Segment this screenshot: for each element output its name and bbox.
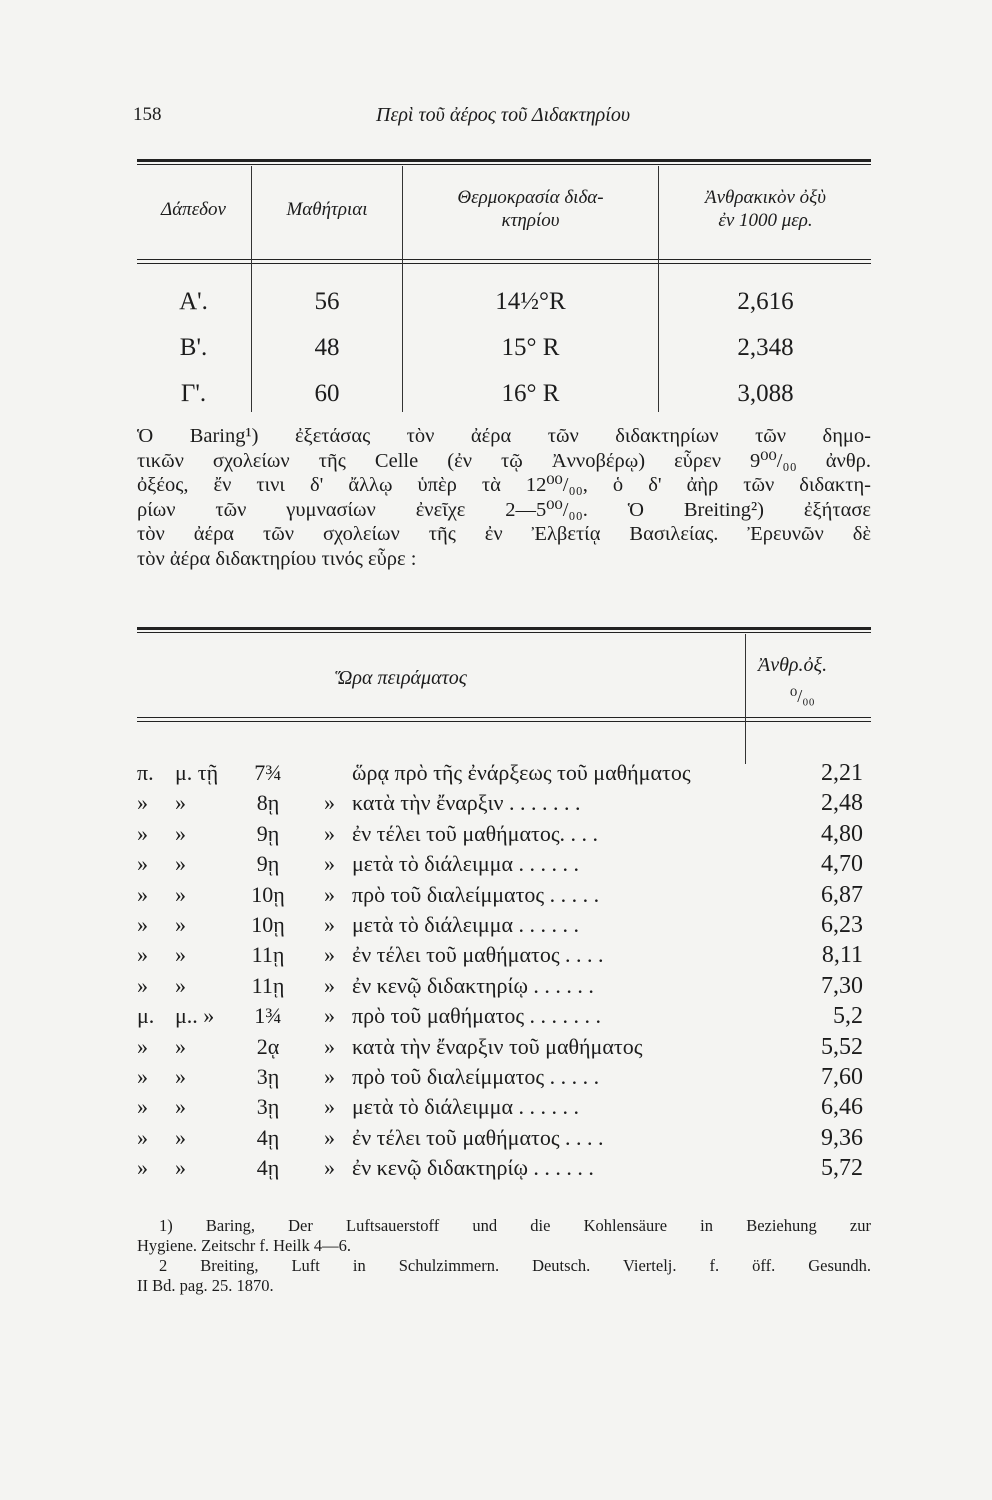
table-row	[137, 912, 871, 942]
floor-cell: Γ'.	[180, 380, 207, 407]
row-prefix: »	[137, 1155, 148, 1181]
description-cell: πρὸ τοῦ μαθήματος . . . . . . .	[352, 1003, 602, 1029]
floor-cell: Α'.	[179, 288, 208, 315]
description-cell: ὥρᾳ πρὸ τῆς ἐνάρξεως τοῦ μαθήματος	[352, 760, 691, 785]
paragraph-line: ὀξέος, ἔν τινι δ' ἄλλῳ ὑπὲρ τὰ 12⁰⁰/₀₀, ὁ δ' ἀὴρ τῶν διδακτη-	[137, 474, 871, 497]
acid-cell: 3,088	[737, 380, 794, 407]
row-prefix: »	[137, 790, 148, 816]
table-row	[137, 821, 871, 851]
acid-value-cell: 5,72	[821, 1155, 863, 1182]
ditto-mark: »	[324, 790, 335, 816]
description-cell: πρὸ τοῦ διαλείμματος . . . . .	[352, 881, 600, 907]
row-prefix-2: μ.. »	[175, 1003, 215, 1029]
students-cell: 56	[314, 288, 340, 315]
row-prefix-2: »	[175, 820, 186, 846]
hour-cell: 9ῃ	[256, 820, 280, 846]
row-prefix: μ.	[137, 1003, 155, 1029]
acid-value-cell: 8,11	[821, 942, 863, 969]
acid-value-cell: 2,48	[821, 790, 863, 817]
row-prefix: »	[137, 972, 148, 998]
hour-cell: 3ῃ	[256, 1064, 280, 1089]
table1-col-divider	[658, 166, 659, 412]
hour-cell: 10ῃ	[251, 912, 285, 937]
acid-cell: 2,348	[737, 334, 794, 361]
hour-cell: 1¾	[254, 1003, 282, 1029]
body-paragraph	[137, 424, 871, 572]
ditto-mark: »	[324, 912, 335, 937]
ditto-mark: »	[324, 1064, 335, 1089]
ditto-mark: »	[324, 942, 335, 968]
acid-value-cell: 7,30	[821, 972, 863, 999]
description-cell: ἐν τέλει τοῦ μαθήματος . . . .	[352, 942, 604, 968]
table2-top-rule	[137, 627, 871, 630]
footnotes	[137, 1216, 871, 1296]
row-prefix-2: »	[175, 1033, 186, 1059]
acid-value-cell: 2,21	[821, 760, 863, 786]
hour-cell: 2ᾳ	[256, 1033, 280, 1059]
row-prefix-2: »	[175, 972, 186, 998]
row-prefix: »	[137, 1064, 148, 1089]
hour-cell: 10ῃ	[251, 881, 285, 907]
students-cell: 48	[314, 334, 340, 361]
table-row	[137, 851, 871, 881]
table-row	[137, 942, 871, 972]
row-prefix: »	[137, 1094, 148, 1120]
description-cell: ἐν κενῷ διδακτηρίῳ . . . . . .	[352, 1155, 594, 1181]
table-row	[137, 1155, 871, 1185]
footnote-line: Hygiene. Zeitschr f. Heilk 4—6.	[137, 1236, 351, 1255]
row-prefix-2: »	[175, 790, 186, 816]
acid-value-cell: 7,60	[821, 1064, 863, 1090]
ditto-mark: »	[324, 851, 335, 877]
description-cell: πρὸ τοῦ διαλείμματος . . . . .	[352, 1064, 600, 1089]
hour-cell: 8ῃ	[256, 790, 280, 816]
hour-cell: 7¾	[254, 760, 282, 785]
description-cell: μετὰ τὸ διάλειμμα . . . . . .	[352, 851, 579, 877]
table1-header-temp-line1: Θερμοκρασία διδα-	[457, 187, 604, 208]
description-cell: ἐν κενῷ διδακτηρίῳ . . . . . .	[352, 972, 594, 998]
acid-value-cell: 4,80	[821, 820, 863, 847]
row-prefix: »	[137, 820, 148, 846]
description-cell: κατὰ τὴν ἔναρξιν τοῦ μαθήματος	[352, 1033, 643, 1059]
row-prefix: »	[137, 1033, 148, 1059]
acid-value-cell: 6,46	[821, 1094, 863, 1121]
hour-cell: 9ῃ	[256, 851, 280, 877]
hour-cell: 11ῃ	[251, 942, 285, 968]
table-row	[137, 1003, 871, 1033]
table-row	[137, 973, 871, 1003]
table1-header-temp	[403, 186, 658, 232]
table1-header-floor: Δάπεδον	[161, 199, 226, 220]
row-prefix: »	[137, 1124, 148, 1150]
table2-header-rule-thin	[137, 721, 871, 722]
row-prefix: »	[137, 851, 148, 877]
table-row	[137, 882, 871, 912]
table-row	[137, 1094, 871, 1124]
table-row	[137, 1034, 871, 1064]
table1-header-acid-line1: Ἀνθρακικὸν ὀξὺ	[704, 187, 827, 208]
row-prefix: »	[137, 942, 148, 968]
table2-top-rule-thin	[137, 632, 871, 633]
footnote-line: 1) Baring, Der Luftsauerstoff und die Kohlensäure in Beziehung zur	[159, 1216, 871, 1235]
floor-cell: Β'.	[179, 334, 208, 361]
table1-header-acid-line2: ἐν 1000 μερ.	[718, 210, 813, 231]
table2-header-acid: Ἀνθρ.ὀξ.	[758, 654, 828, 676]
paragraph-line: Ὁ Baring¹) ἐξετάσας τὸν ἀέρα τῶν διδακτηρίων τῶν δημο-	[137, 425, 871, 447]
paragraph-line: τικῶν σχολείων τῆς Celle (ἐν τῷ Ἀννοβέρῳ) εὗρεν 9⁰⁰/₀₀ ἀνθρ.	[137, 449, 871, 472]
row-prefix-2: »	[175, 912, 186, 937]
acid-value-cell: 5,52	[821, 1033, 863, 1060]
row-prefix-2: »	[175, 942, 186, 968]
footnote-line: II Bd. pag. 25. 1870.	[137, 1276, 274, 1295]
table1-top-rule	[137, 159, 871, 162]
hour-cell: 4ῃ	[256, 1124, 280, 1150]
table-row	[137, 1064, 871, 1094]
row-prefix-2: »	[175, 1155, 186, 1181]
paragraph-line: ρίων τῶν γυμνασίων ἐνεῖχε 2—5⁰⁰/₀₀. Ὁ Breiting²) ἐξήτασε	[137, 498, 871, 521]
ditto-mark: »	[324, 1094, 335, 1120]
acid-value-cell: 4,70	[821, 851, 863, 878]
table2-header-rule	[137, 717, 871, 718]
row-prefix: π.	[137, 760, 154, 785]
row-prefix: »	[137, 881, 148, 907]
acid-value-cell: 6,87	[821, 881, 863, 908]
ditto-mark: »	[324, 1124, 335, 1150]
table-row	[137, 1125, 871, 1155]
row-prefix-2: μ. τῇ	[175, 760, 219, 785]
students-cell: 60	[314, 380, 340, 407]
table1-header-rule-thin	[137, 263, 871, 264]
ditto-mark: »	[324, 1003, 335, 1029]
temp-cell: 15° R	[501, 334, 560, 361]
row-prefix-2: »	[175, 881, 186, 907]
hour-cell: 4ῃ	[256, 1155, 280, 1181]
ditto-mark: »	[324, 1155, 335, 1181]
row-prefix-2: »	[175, 851, 186, 877]
acid-value-cell: 9,36	[821, 1124, 863, 1151]
description-cell: ἐν τέλει τοῦ μαθήματος. . . .	[352, 820, 599, 846]
table2-col-divider	[745, 634, 746, 764]
description-cell: ἐν τέλει τοῦ μαθήματος . . . .	[352, 1124, 604, 1150]
running-header	[133, 104, 873, 134]
acid-value-cell: 5,2	[833, 1003, 863, 1030]
acid-cell: 2,616	[737, 288, 794, 315]
description-cell: κατὰ τὴν ἔναρξιν . . . . . . .	[352, 790, 581, 816]
description-cell: μετὰ τὸ διάλειμμα . . . . . .	[352, 1094, 579, 1120]
row-prefix-2: »	[175, 1094, 186, 1120]
hour-cell: 3ῃ	[256, 1094, 280, 1120]
running-title: Περὶ τοῦ ἀέρος τοῦ Διδακτηρίου	[376, 104, 630, 126]
footnote-line: 2 Breiting, Luft in Schulzimmern. Deutsch. Viertelj. f. öff. Gesundh.	[159, 1256, 871, 1275]
page-number: 158	[133, 104, 162, 125]
acid-value-cell: 6,23	[821, 912, 863, 938]
paragraph-line: τὸν ἀέρα τῶν σχολείων τῆς ἐν Ἐλβετίᾳ Βασιλείας. Ἐρευνῶν δὲ	[137, 523, 871, 546]
row-prefix-2: »	[175, 1064, 186, 1089]
temp-cell: 14½°R	[495, 288, 566, 315]
ditto-mark: »	[324, 881, 335, 907]
paragraph-line: τὸν ἀέρα διδακτηρίου τινός εὗρε :	[137, 547, 417, 570]
table1-header-temp-line2: κτηρίου	[501, 210, 560, 231]
ditto-mark: »	[324, 820, 335, 846]
table1-header-acid	[660, 186, 871, 232]
table1-header-rule	[137, 259, 871, 260]
table1-header-students: Μαθήτριαι	[286, 199, 368, 220]
hour-cell: 11ῃ	[251, 972, 285, 998]
row-prefix-2: »	[175, 1124, 186, 1150]
table2-header-time: Ὥρα πειράματος	[335, 667, 467, 689]
ditto-mark: »	[324, 972, 335, 998]
table1-top-rule-thin	[137, 164, 871, 165]
description-cell: μετὰ τὸ διάλειμμα . . . . . .	[352, 912, 579, 937]
ditto-mark: »	[324, 1033, 335, 1059]
row-prefix: »	[137, 912, 148, 937]
table-row	[137, 790, 871, 820]
table2-header-unit: ⁰/₀₀	[790, 686, 815, 706]
temp-cell: 16° R	[501, 380, 560, 407]
table-row	[137, 760, 871, 790]
